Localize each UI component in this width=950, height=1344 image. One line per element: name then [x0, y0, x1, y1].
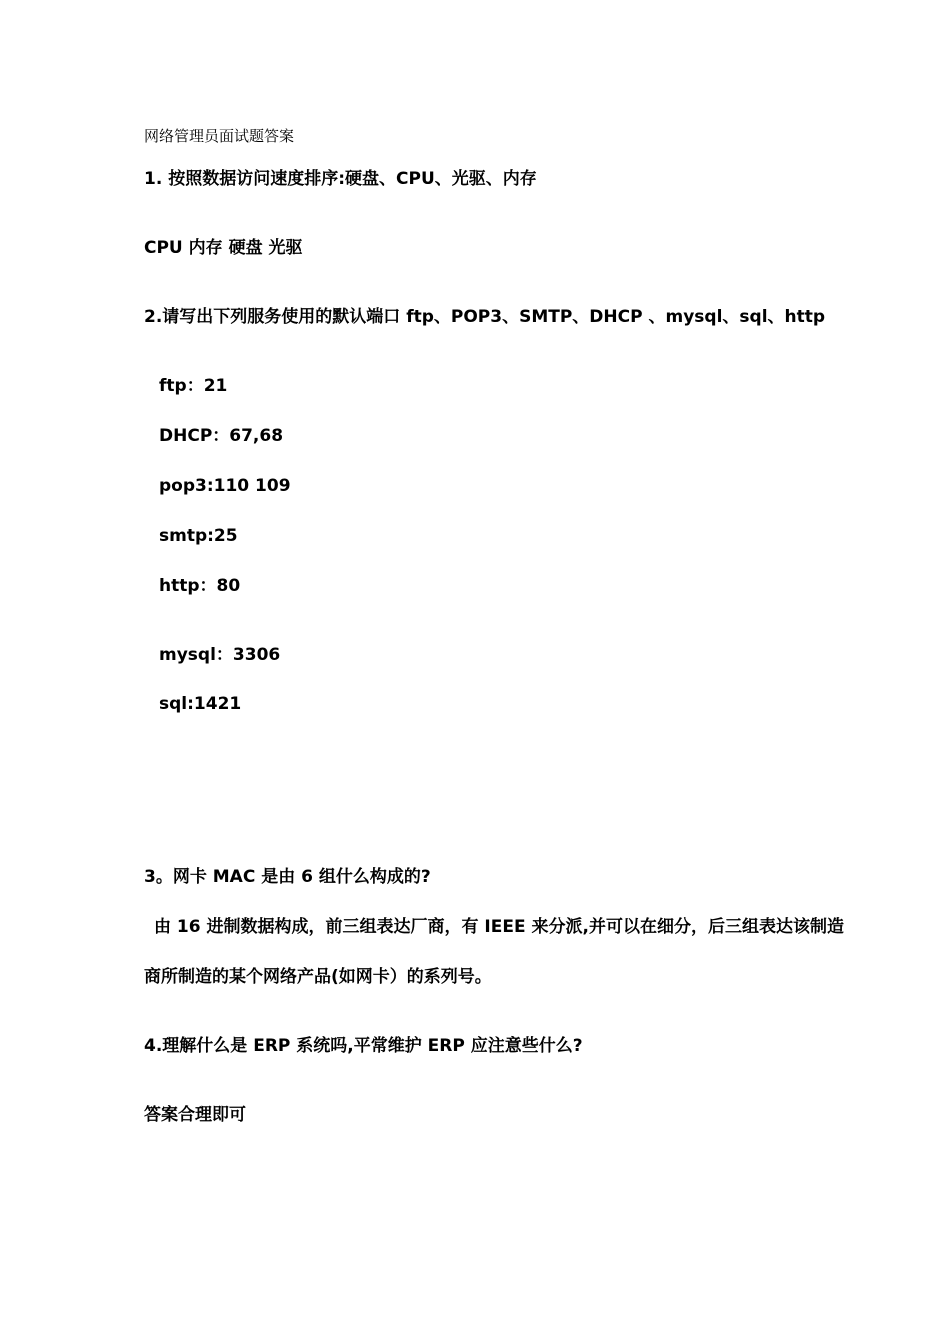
port-mysql: mysql：3306: [159, 645, 281, 665]
port-smtp: smtp:25: [159, 526, 238, 546]
port-ftp: ftp：21: [159, 376, 228, 396]
answer-3-line-2: 商所制造的某个网络产品(如网卡）的系列号。: [144, 967, 492, 987]
port-dhcp: DHCP：67,68: [159, 426, 284, 446]
question-3: 3。网卡 MAC 是由 6 组什么构成的?: [144, 867, 431, 887]
answer-4: 答案合理即可: [144, 1105, 246, 1125]
port-sql: sql:1421: [159, 694, 242, 714]
port-http: http：80: [159, 576, 241, 596]
question-4: 4.理解什么是 ERP 系统吗,平常维护 ERP 应注意些什么?: [144, 1036, 583, 1056]
question-1: 1. 按照数据访问速度排序:硬盘、CPU、光驱、内存: [144, 169, 537, 189]
answer-3-line-1: 由 16 进制数据构成，前三组表达厂商，有 IEEE 来分派,并可以在细分，后三组表达该制造: [154, 917, 844, 937]
document-title: 网络管理员面试题答案: [144, 127, 295, 145]
port-pop3: pop3:110 109: [159, 476, 291, 496]
question-2: 2.请写出下列服务使用的默认端口 ftp、POP3、SMTP、DHCP 、mysql、sql、http: [144, 307, 826, 327]
answer-1: CPU 内存 硬盘 光驱: [144, 238, 303, 258]
